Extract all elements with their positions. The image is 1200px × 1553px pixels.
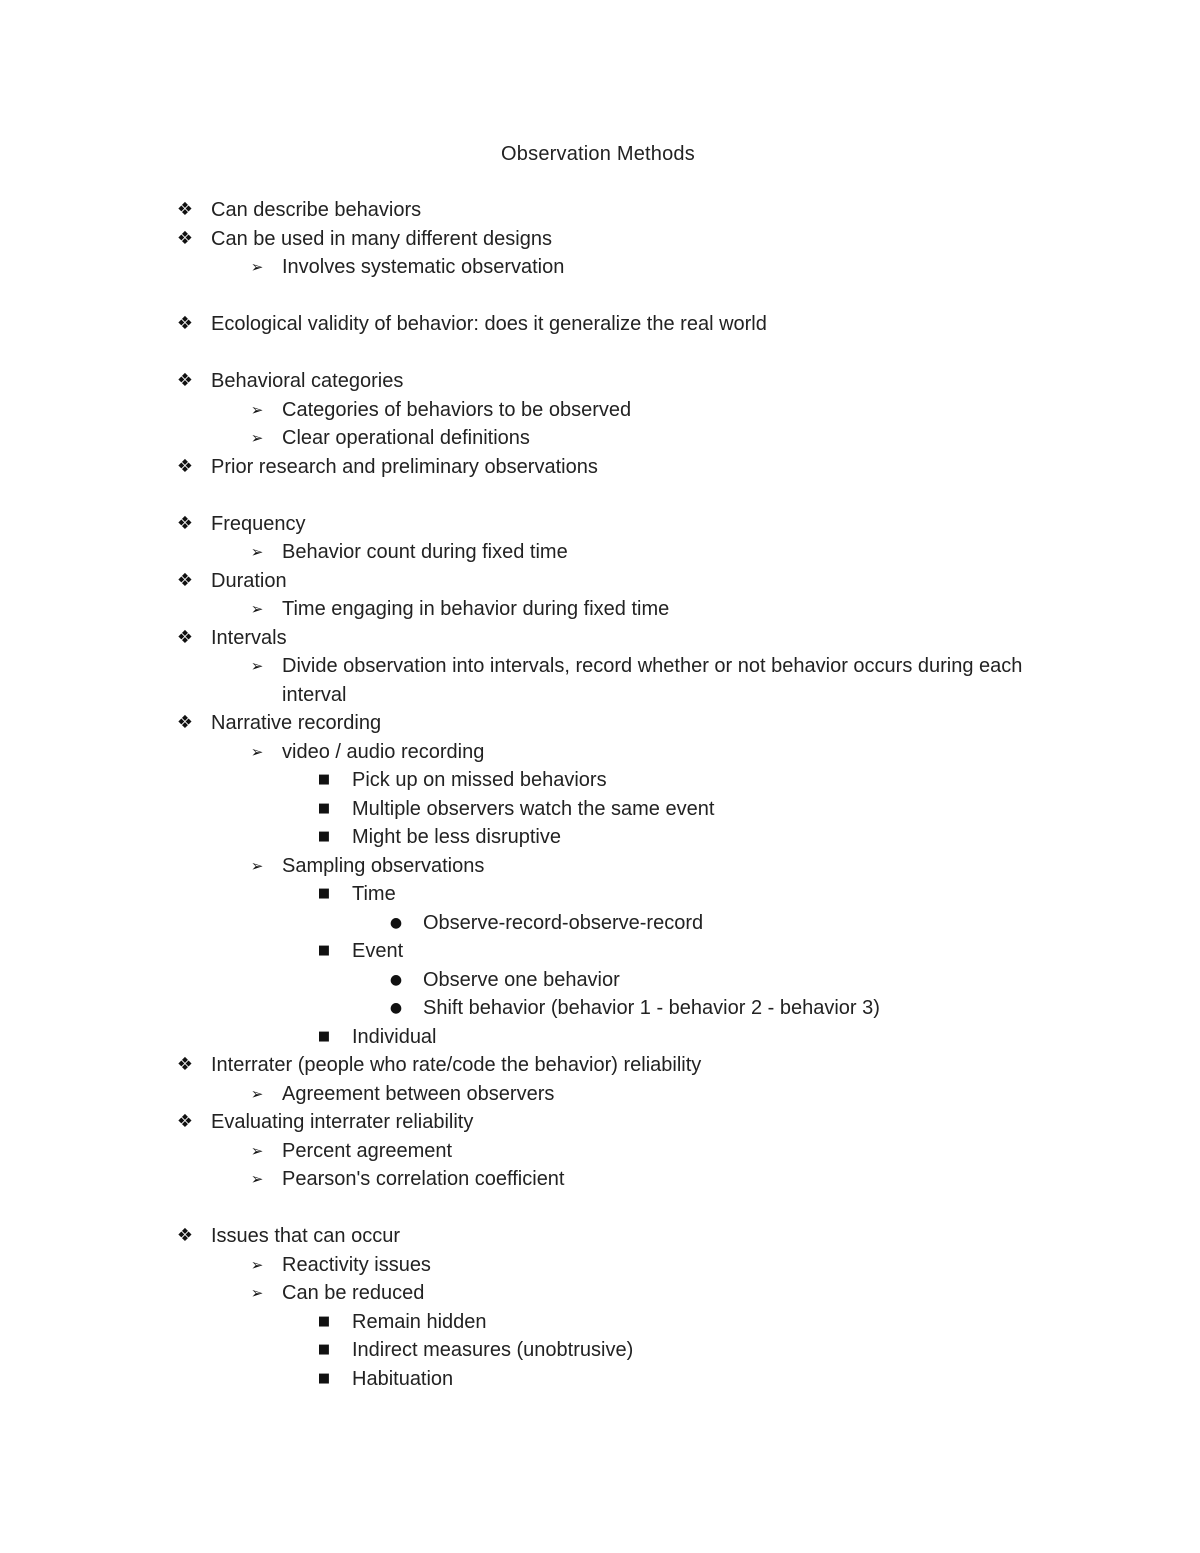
list-item	[0, 823, 1200, 852]
list-item-text: Issues that can occur	[211, 1225, 400, 1247]
diamond-bullet-icon: ❖	[176, 455, 194, 477]
diamond-bullet-icon: ❖	[176, 626, 194, 648]
list-item-text: Sampling observations	[282, 854, 485, 877]
square-bullet-icon: ■	[317, 943, 331, 958]
arrowhead-bullet-icon: ➢	[250, 1170, 264, 1188]
diamond-bullet-icon: ❖	[176, 1054, 194, 1075]
list-item-text: Multiple observers watch the same event	[352, 797, 715, 820]
arrowhead-bullet-icon: ➢	[250, 856, 264, 875]
list-item	[0, 225, 1200, 254]
circle-bullet-icon: ●	[389, 1000, 403, 1016]
list-item	[0, 1023, 1200, 1052]
list-item	[0, 1137, 1042, 1166]
list-item-text: Intervals	[211, 626, 287, 649]
blank-line	[0, 282, 1200, 311]
list-item-text: Can be used in many different designs	[211, 227, 552, 250]
arrowhead-bullet-icon: ➢	[250, 1141, 264, 1160]
blank-line	[0, 481, 1200, 510]
list-item-text: Duration	[211, 569, 287, 592]
list-item	[0, 1080, 1042, 1109]
square-bullet-icon: ■	[317, 1313, 331, 1329]
square-bullet-icon: ■	[317, 800, 331, 816]
arrowhead-bullet-icon: ➢	[250, 1255, 264, 1274]
list-item	[0, 994, 1200, 1023]
list-item-text: Agreement between observers	[282, 1082, 555, 1105]
square-bullet-icon: ■	[317, 1370, 331, 1386]
list-item-text: Observe one behavior	[423, 968, 620, 991]
diamond-bullet-icon: ❖	[176, 1111, 194, 1132]
list-item-text: Event	[352, 940, 404, 962]
list-item-text: Time engaging in behavior during fixed time	[282, 598, 670, 620]
list-item	[0, 1165, 1042, 1194]
square-bullet-icon: ■	[317, 1028, 331, 1044]
diamond-bullet-icon: ❖	[176, 712, 194, 733]
list-item	[0, 1051, 1200, 1080]
diamond-bullet-icon: ❖	[176, 569, 194, 591]
list-item	[0, 424, 1042, 453]
list-item-text: Evaluating interrater reliability	[211, 1111, 474, 1133]
list-item	[0, 253, 1042, 282]
list-item-text: Behavioral categories	[211, 370, 404, 392]
list-item	[0, 367, 1200, 396]
list-item-text: Ecological validity of behavior: does it generalize the real world	[211, 313, 767, 335]
list-item	[0, 510, 1200, 539]
list-item-text: Observe-record-observe-record	[423, 911, 704, 934]
list-item-text: Narrative recording	[211, 712, 382, 734]
list-item-text: Habituation	[352, 1367, 454, 1390]
diamond-bullet-icon: ❖	[176, 199, 194, 220]
list-item	[0, 1365, 1200, 1394]
list-item-text: Clear operational definitions	[282, 427, 530, 449]
list-item-text: Frequency	[211, 512, 306, 535]
arrowhead-bullet-icon: ➢	[250, 742, 264, 761]
square-bullet-icon: ■	[317, 772, 331, 787]
list-item-text: Pick up on missed behaviors	[352, 769, 607, 791]
list-item	[0, 795, 1200, 824]
diamond-bullet-icon: ❖	[176, 227, 194, 249]
list-item-text: Remain hidden	[352, 1310, 487, 1333]
list-item	[0, 966, 1200, 995]
arrowhead-bullet-icon: ➢	[250, 1084, 264, 1103]
list-item-text: Might be less disruptive	[352, 826, 561, 848]
blank-line	[0, 339, 1200, 368]
diamond-bullet-icon: ❖	[176, 370, 194, 391]
list-item-text: Interrater (people who rate/code the behavior) reliability	[211, 1054, 702, 1076]
list-item-text: Can be reduced	[282, 1282, 425, 1304]
list-item	[0, 567, 1200, 596]
list-item	[0, 538, 1042, 567]
list-item-text: Shift behavior (behavior 1 - behavior 2 - behavior 3)	[423, 997, 880, 1019]
square-bullet-icon: ■	[317, 1342, 331, 1357]
list-item-text: Individual	[352, 1025, 437, 1048]
list-item	[0, 1336, 1200, 1365]
list-item	[0, 766, 1200, 795]
arrowhead-bullet-icon: ➢	[250, 600, 264, 618]
list-item	[0, 1279, 1042, 1308]
document-title: Observation Methods	[501, 143, 695, 165]
list-item	[0, 624, 1200, 653]
list-item-text: Prior research and preliminary observations	[211, 455, 598, 478]
list-item	[0, 310, 1200, 339]
list-item	[0, 1222, 1200, 1251]
list-item	[0, 937, 1200, 966]
diamond-bullet-icon: ❖	[176, 1225, 194, 1246]
arrowhead-bullet-icon: ➢	[250, 258, 264, 276]
list-item	[0, 196, 1200, 225]
list-item	[0, 396, 1042, 425]
list-item	[0, 1251, 1042, 1280]
arrowhead-bullet-icon: ➢	[250, 1284, 264, 1302]
list-item-text: Reactivity issues	[282, 1253, 431, 1276]
list-item-text: Percent agreement	[282, 1139, 453, 1162]
list-item	[0, 652, 1042, 709]
list-item	[0, 709, 1200, 738]
diamond-bullet-icon: ❖	[176, 313, 194, 334]
list-item-text: Time	[352, 883, 396, 905]
list-item-text: Pearson's correlation coefficient	[282, 1168, 565, 1190]
list-item	[0, 595, 1042, 624]
list-item-text: Categories of behaviors to be observed	[282, 398, 632, 421]
list-item	[0, 880, 1200, 909]
list-item-text: video / audio recording	[282, 740, 485, 763]
list-item	[0, 909, 1200, 938]
circle-bullet-icon: ●	[389, 914, 403, 931]
list-item-text: Can describe behaviors	[211, 199, 422, 221]
square-bullet-icon: ■	[317, 886, 331, 901]
list-item	[0, 1108, 1200, 1137]
list-item	[0, 453, 1200, 482]
arrowhead-bullet-icon: ➢	[250, 543, 264, 561]
square-bullet-icon: ■	[317, 829, 331, 844]
diamond-bullet-icon: ❖	[176, 512, 194, 534]
list-item-text: Indirect measures (unobtrusive)	[352, 1339, 634, 1361]
arrowhead-bullet-icon: ➢	[250, 657, 264, 675]
bullet-outline	[0, 196, 1200, 1393]
list-item-text: Behavior count during fixed time	[282, 541, 568, 563]
list-item	[0, 1308, 1200, 1337]
blank-line	[0, 1194, 1200, 1223]
arrowhead-bullet-icon: ➢	[250, 429, 264, 447]
list-item	[0, 738, 1042, 767]
circle-bullet-icon: ●	[389, 971, 403, 988]
list-item	[0, 852, 1042, 881]
arrowhead-bullet-icon: ➢	[250, 400, 264, 419]
list-item-text: Involves systematic observation	[282, 256, 565, 278]
list-item-text: Divide observation into intervals, record whether or not behavior occurs during each interval	[282, 655, 1023, 706]
